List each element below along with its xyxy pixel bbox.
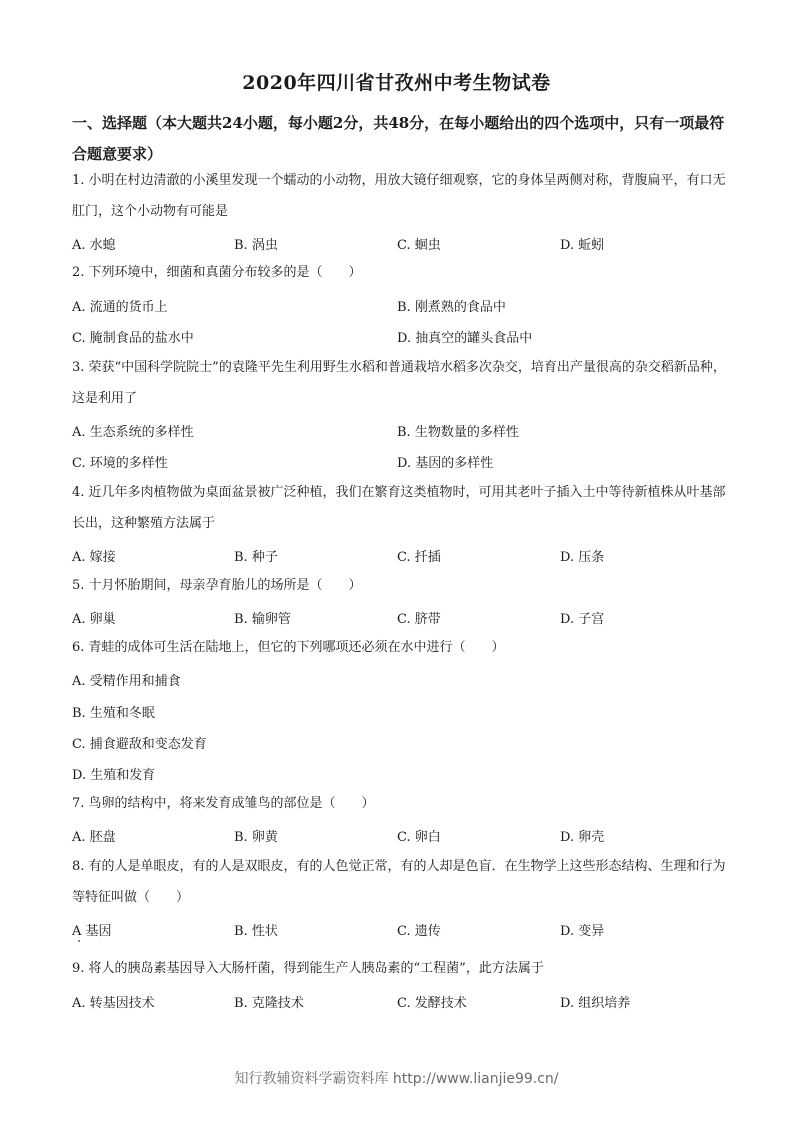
option-c[interactable]: C. 卵白 xyxy=(397,830,441,845)
question-stem: 3. 荣获“中国科学院院士”的袁隆平先生利用野生水稻和普通栽培水稻多次杂交，培育出产量很高的杂交稻新品种，这是利用了 xyxy=(72,360,726,406)
option-d[interactable]: D. 抽真空的罐头食品中 xyxy=(397,331,533,346)
option-d[interactable]: D. 压条 xyxy=(560,550,605,565)
option-row xyxy=(72,826,732,846)
option-row xyxy=(72,992,732,1012)
option-d[interactable]: D. 基因的多样性 xyxy=(397,456,494,471)
option-row xyxy=(72,327,732,347)
option-row xyxy=(72,608,732,628)
option-c[interactable]: C. 蛔虫 xyxy=(397,238,441,253)
question-stem: 2. 下列环境中，细菌和真菌分布较多的是（ ） xyxy=(72,265,362,280)
option-b[interactable]: B. 输卵管 xyxy=(234,612,291,627)
option-c[interactable]: C. 捕食避敌和变态发育 xyxy=(72,737,207,752)
question-stem: 9. 将人的胰岛素基因导入大肠杆菌，得到能生产人胰岛素的“工程菌”，此方法属于 xyxy=(72,961,544,976)
option-d[interactable]: D. 组织培养 xyxy=(560,996,631,1011)
option-b[interactable]: B. 克隆技术 xyxy=(234,996,304,1011)
section-heading: 一、选择题（本大题共24小题，每小题2分，共48分，在每小题给出的四个选项中，只有一项最符合题意要求） xyxy=(72,114,725,163)
option-a[interactable]: A. 转基因技术 xyxy=(72,996,155,1011)
question-stem: 5. 十月怀胎期间，母亲孕育胎儿的场所是（ ） xyxy=(72,578,362,593)
option-a[interactable]: A. 水螅 xyxy=(72,238,116,253)
option-b[interactable]: B. 涡虫 xyxy=(234,238,278,253)
page-title: 2020年四川省甘孜州中考生物试卷 xyxy=(242,72,551,94)
option-row xyxy=(72,733,732,753)
option-a[interactable]: A. 生态系统的多样性 xyxy=(72,425,194,440)
option-a[interactable]: A. 卵巢 xyxy=(72,612,116,627)
question-stem: 6. 青蛙的成体可生活在陆地上，但它的下列哪项还必须在水中进行（ ） xyxy=(72,640,505,655)
option-b[interactable]: B. 生物数量的多样性 xyxy=(397,425,519,440)
option-row xyxy=(72,546,732,566)
option-b[interactable]: B. 刚煮熟的食品中 xyxy=(397,300,506,315)
option-row xyxy=(72,764,732,784)
option-row xyxy=(72,421,732,441)
option-row xyxy=(72,234,732,254)
option-row xyxy=(72,670,732,690)
option-b[interactable]: B. 性状 xyxy=(234,924,278,939)
option-row xyxy=(72,920,732,940)
question-stem: 7. 鸟卵的结构中，将来发育成雏鸟的部位是（ ） xyxy=(72,796,375,811)
option-c[interactable]: C. 环境的多样性 xyxy=(72,456,168,471)
option-a[interactable]: A. 流通的货币上 xyxy=(72,300,168,315)
option-row xyxy=(72,296,732,316)
question-stem: 1. 小明在村边清澈的小溪里发现一个蠕动的小动物，用放大镜仔细观察，它的身体呈两侧对称，背腹扁平，有口无肛门，这个小动物有可能是 xyxy=(72,173,726,219)
option-c[interactable]: C. 腌制食品的盐水中 xyxy=(72,331,194,346)
option-row xyxy=(72,702,732,722)
option-d[interactable]: D. 生殖和发育 xyxy=(72,768,156,783)
option-c[interactable]: C. 脐带 xyxy=(397,612,441,627)
footer-watermark[interactable]: 知行教辅资料学霸资料库 http://www.lianjie99.cn/ xyxy=(234,1071,559,1087)
option-c[interactable]: C. 发酵技术 xyxy=(397,996,467,1011)
question-stem: 8. 有的人是单眼皮，有的人是双眼皮，有的人色觉正常，有的人却是色盲．在生物学上这些形态结构、生理和行为等特征叫做（ ） xyxy=(72,859,726,905)
option-a[interactable]: A. 胚盘 xyxy=(72,830,116,845)
option-b[interactable]: B. 生殖和冬眠 xyxy=(72,706,155,721)
question-stem: 4. 近几年多肉植物做为桌面盆景被广泛种植，我们在繁育这类植物时，可用其老叶子插入土中等待新植株从叶基部长出，这种繁殖方法属于 xyxy=(72,485,726,531)
option-a[interactable]: A 基因 xyxy=(72,924,112,939)
option-d[interactable]: D. 卵壳 xyxy=(560,830,605,845)
stray-dot xyxy=(78,940,80,942)
option-a[interactable]: A. 受精作用和捕食 xyxy=(72,674,181,689)
option-b[interactable]: B. 种子 xyxy=(234,550,278,565)
option-d[interactable]: D. 蚯蚓 xyxy=(560,238,605,253)
option-c[interactable]: C. 扦插 xyxy=(397,550,441,565)
option-b[interactable]: B. 卵黄 xyxy=(234,830,278,845)
option-a[interactable]: A. 嫁接 xyxy=(72,550,116,565)
option-d[interactable]: D. 变异 xyxy=(560,924,605,939)
option-d[interactable]: D. 子宫 xyxy=(560,612,605,627)
option-c[interactable]: C. 遗传 xyxy=(397,924,441,939)
option-row xyxy=(72,452,732,472)
